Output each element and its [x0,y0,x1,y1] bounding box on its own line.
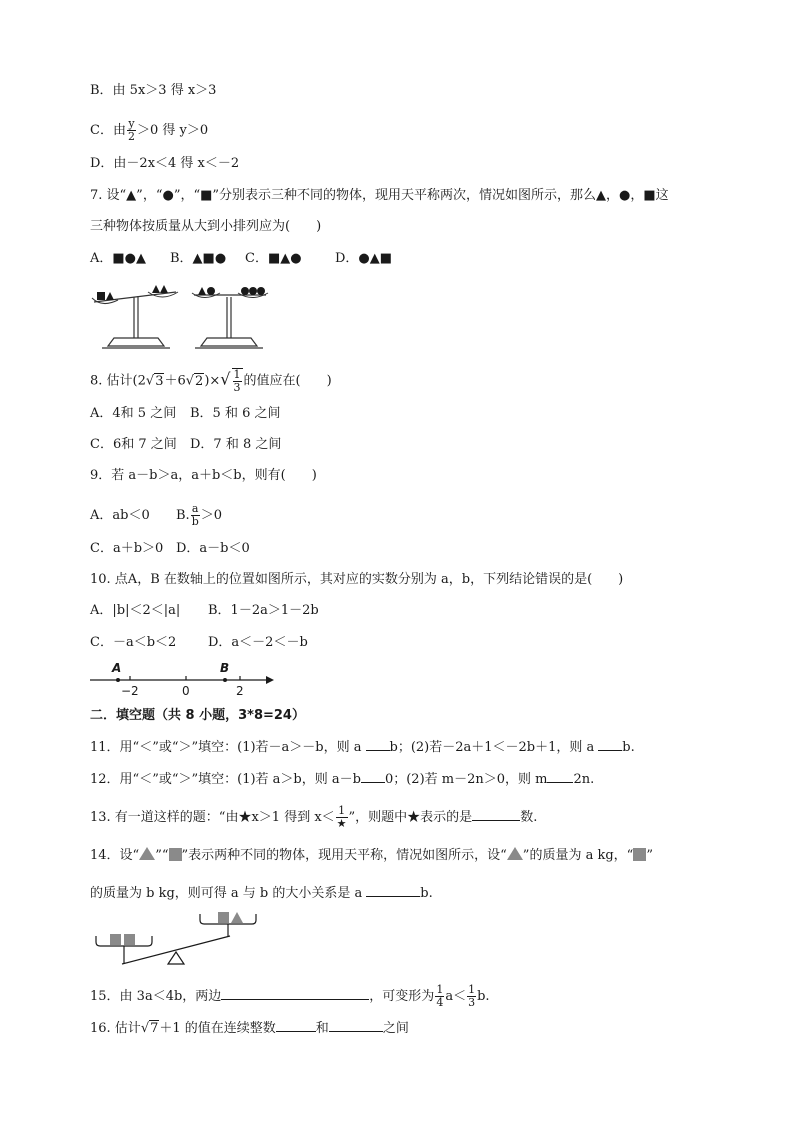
tick-label-2: 2 [236,684,244,698]
q8-option-a: A．4和 5 之间 [90,406,177,421]
q9-option-a: A．ab＜0 [90,508,150,523]
q14-line1: 14．设“ ”“ ”表示两种不同的物体，现用天平称，情况如图所示，设“ ”的质量为 a kg，“ ” [90,848,653,863]
square-shape [97,292,105,300]
point-a [116,678,120,682]
q10-option-d: D．a＜－2＜－b [208,635,308,650]
q10-option-b: B．1－2a＞1－2b [208,603,319,618]
axis-arrow-icon [266,676,274,684]
q12: 12．用“＜”或“＞”填空：(1)若 a＞b，则 a－b 0；(2)若 m－2n＞0，则 m 2n. [90,772,595,787]
q16: 16. 估计√7＋1 的值在连续整数 和 之间 [90,1021,409,1036]
triangle-shape [106,292,114,300]
gray-triangle-icon [139,847,155,860]
label-a: A [112,661,122,675]
fraction-y-over-2: $\frac{y}{2}$ [127,117,135,143]
q10-option-a: A．|b|＜2＜|a| [90,603,181,618]
q8-option-d: D．7 和 8 之间 [190,437,282,452]
balance-2 [192,287,268,348]
fulcrum-triangle [168,952,184,964]
circle-shape [257,287,265,295]
q10-options-row1 [90,602,319,620]
fraction-one-third: $\frac{1}{3}$ [468,983,476,1009]
gray-square-icon [633,848,646,861]
triangle-shape [160,285,168,293]
tick-label-neg2: −2 [121,684,139,698]
q9-options-row1 [90,503,222,528]
tick-label-0: 0 [182,684,190,698]
q7-option-d: D．●▲■ [335,251,393,266]
circle-shape [241,287,249,295]
fraction-a-over-b: $\frac{a}{b}$ [191,502,199,528]
answer-blank[interactable] [598,738,622,751]
answer-blank[interactable] [366,884,420,897]
q9-option-b: B. $\frac{a}{b}$ ＞0 [176,502,223,528]
answer-blank[interactable] [366,738,390,751]
q6-option-b: B．由 5x＞3 得 x＞3 [90,83,217,98]
q8-options-row1 [90,405,281,423]
q9-option-c: C．a＋b＞0 [90,541,164,556]
q8-options-row2 [90,436,281,454]
answer-blank[interactable] [547,770,573,783]
q7-balance-figure [88,280,273,355]
fraction-one-quarter: $\frac{1}{4}$ [436,983,444,1009]
triangle-shape [198,287,206,295]
q7-stem-line1: 7. 设“▲”，“●”，“■”分别表示三种不同的物体，现用天平称两次，情况如图所示，那么▲，●，■这 [90,188,669,203]
gray-square-icon [169,848,182,861]
point-b [223,678,227,682]
triangle-shape [152,285,160,293]
q10-stem: 10. 点A，B 在数轴上的位置如图所示，其对应的实数分别为 a，b，下列结论错误的是( ) [90,572,624,587]
q8-option-b: B．5 和 6 之间 [190,406,281,421]
q6-option-c: C．由 $\frac{y}{2}$ ＞0 得 y＞0 [90,117,209,143]
q10-option-c: C．－a＜b＜2 [90,635,177,650]
answer-blank[interactable] [472,808,520,821]
q9-option-d: D．a－b＜0 [176,541,250,556]
q10-options-row2 [90,634,308,652]
answer-blank[interactable] [329,1019,383,1032]
q14-line2: 的质量为 b kg，则可得 a 与 b 的大小关系是 a b. [90,886,433,901]
q9-options-row2 [90,540,250,558]
gray-triangle-shape [231,912,243,923]
q14-balance-figure [92,908,262,970]
q6-option-d: D．由－2x＜4 得 x＜－2 [90,156,240,171]
section-heading-fill-in: 二．填空题（共 8 小题，3*8=24） [90,708,305,723]
fraction-one-third: $\frac{1}{3}$ [233,368,241,394]
q7-option-a: A．■●▲ [90,251,147,266]
q11: 11．用“＜”或“＞”填空：(1)若－a＞－b，则 a b；(2)若－2a＋1＜－2b＋1，则 a b. [90,740,635,755]
q7-option-b: B．▲■● [170,251,227,266]
label-b: B [220,661,230,675]
q8-option-c: C．6和 7 之间 [90,437,177,452]
q7-options [90,250,392,268]
q10-number-line [88,658,278,700]
gray-square-shape [124,934,135,945]
gray-square-shape [218,912,229,923]
q7-stem-line2: 三种物体按质量从大到小排列应为( ) [90,219,322,234]
answer-blank[interactable] [361,770,385,783]
gray-square-shape [110,934,121,945]
q15: 15．由 3a＜4b，两边 ，可变形为 $\frac{1}{4}$ a＜ $\frac{1}{3}$ b. [90,983,490,1009]
gray-triangle-icon [507,847,523,860]
answer-blank[interactable] [276,1019,316,1032]
balance-1 [92,285,178,348]
circle-shape [249,287,257,295]
fraction-one-over-star: $\frac{1}{★}$ [336,804,347,830]
answer-blank[interactable] [221,987,369,1000]
q8-stem: 8. 估计(2√3＋6√2)×√ $\frac{1}{3}$ 的值应在( ) [90,368,332,394]
q7-option-c: C．■▲● [245,251,302,266]
q13: 13. 有一道这样的题：“由★x＞1 得到 x＜ $\frac{1}{★}$ ”，则题中★表示的是 数. [90,804,538,830]
circle-shape [207,287,215,295]
q9-stem: 9．若 a－b＞a，a＋b＜b，则有( ) [90,468,317,483]
